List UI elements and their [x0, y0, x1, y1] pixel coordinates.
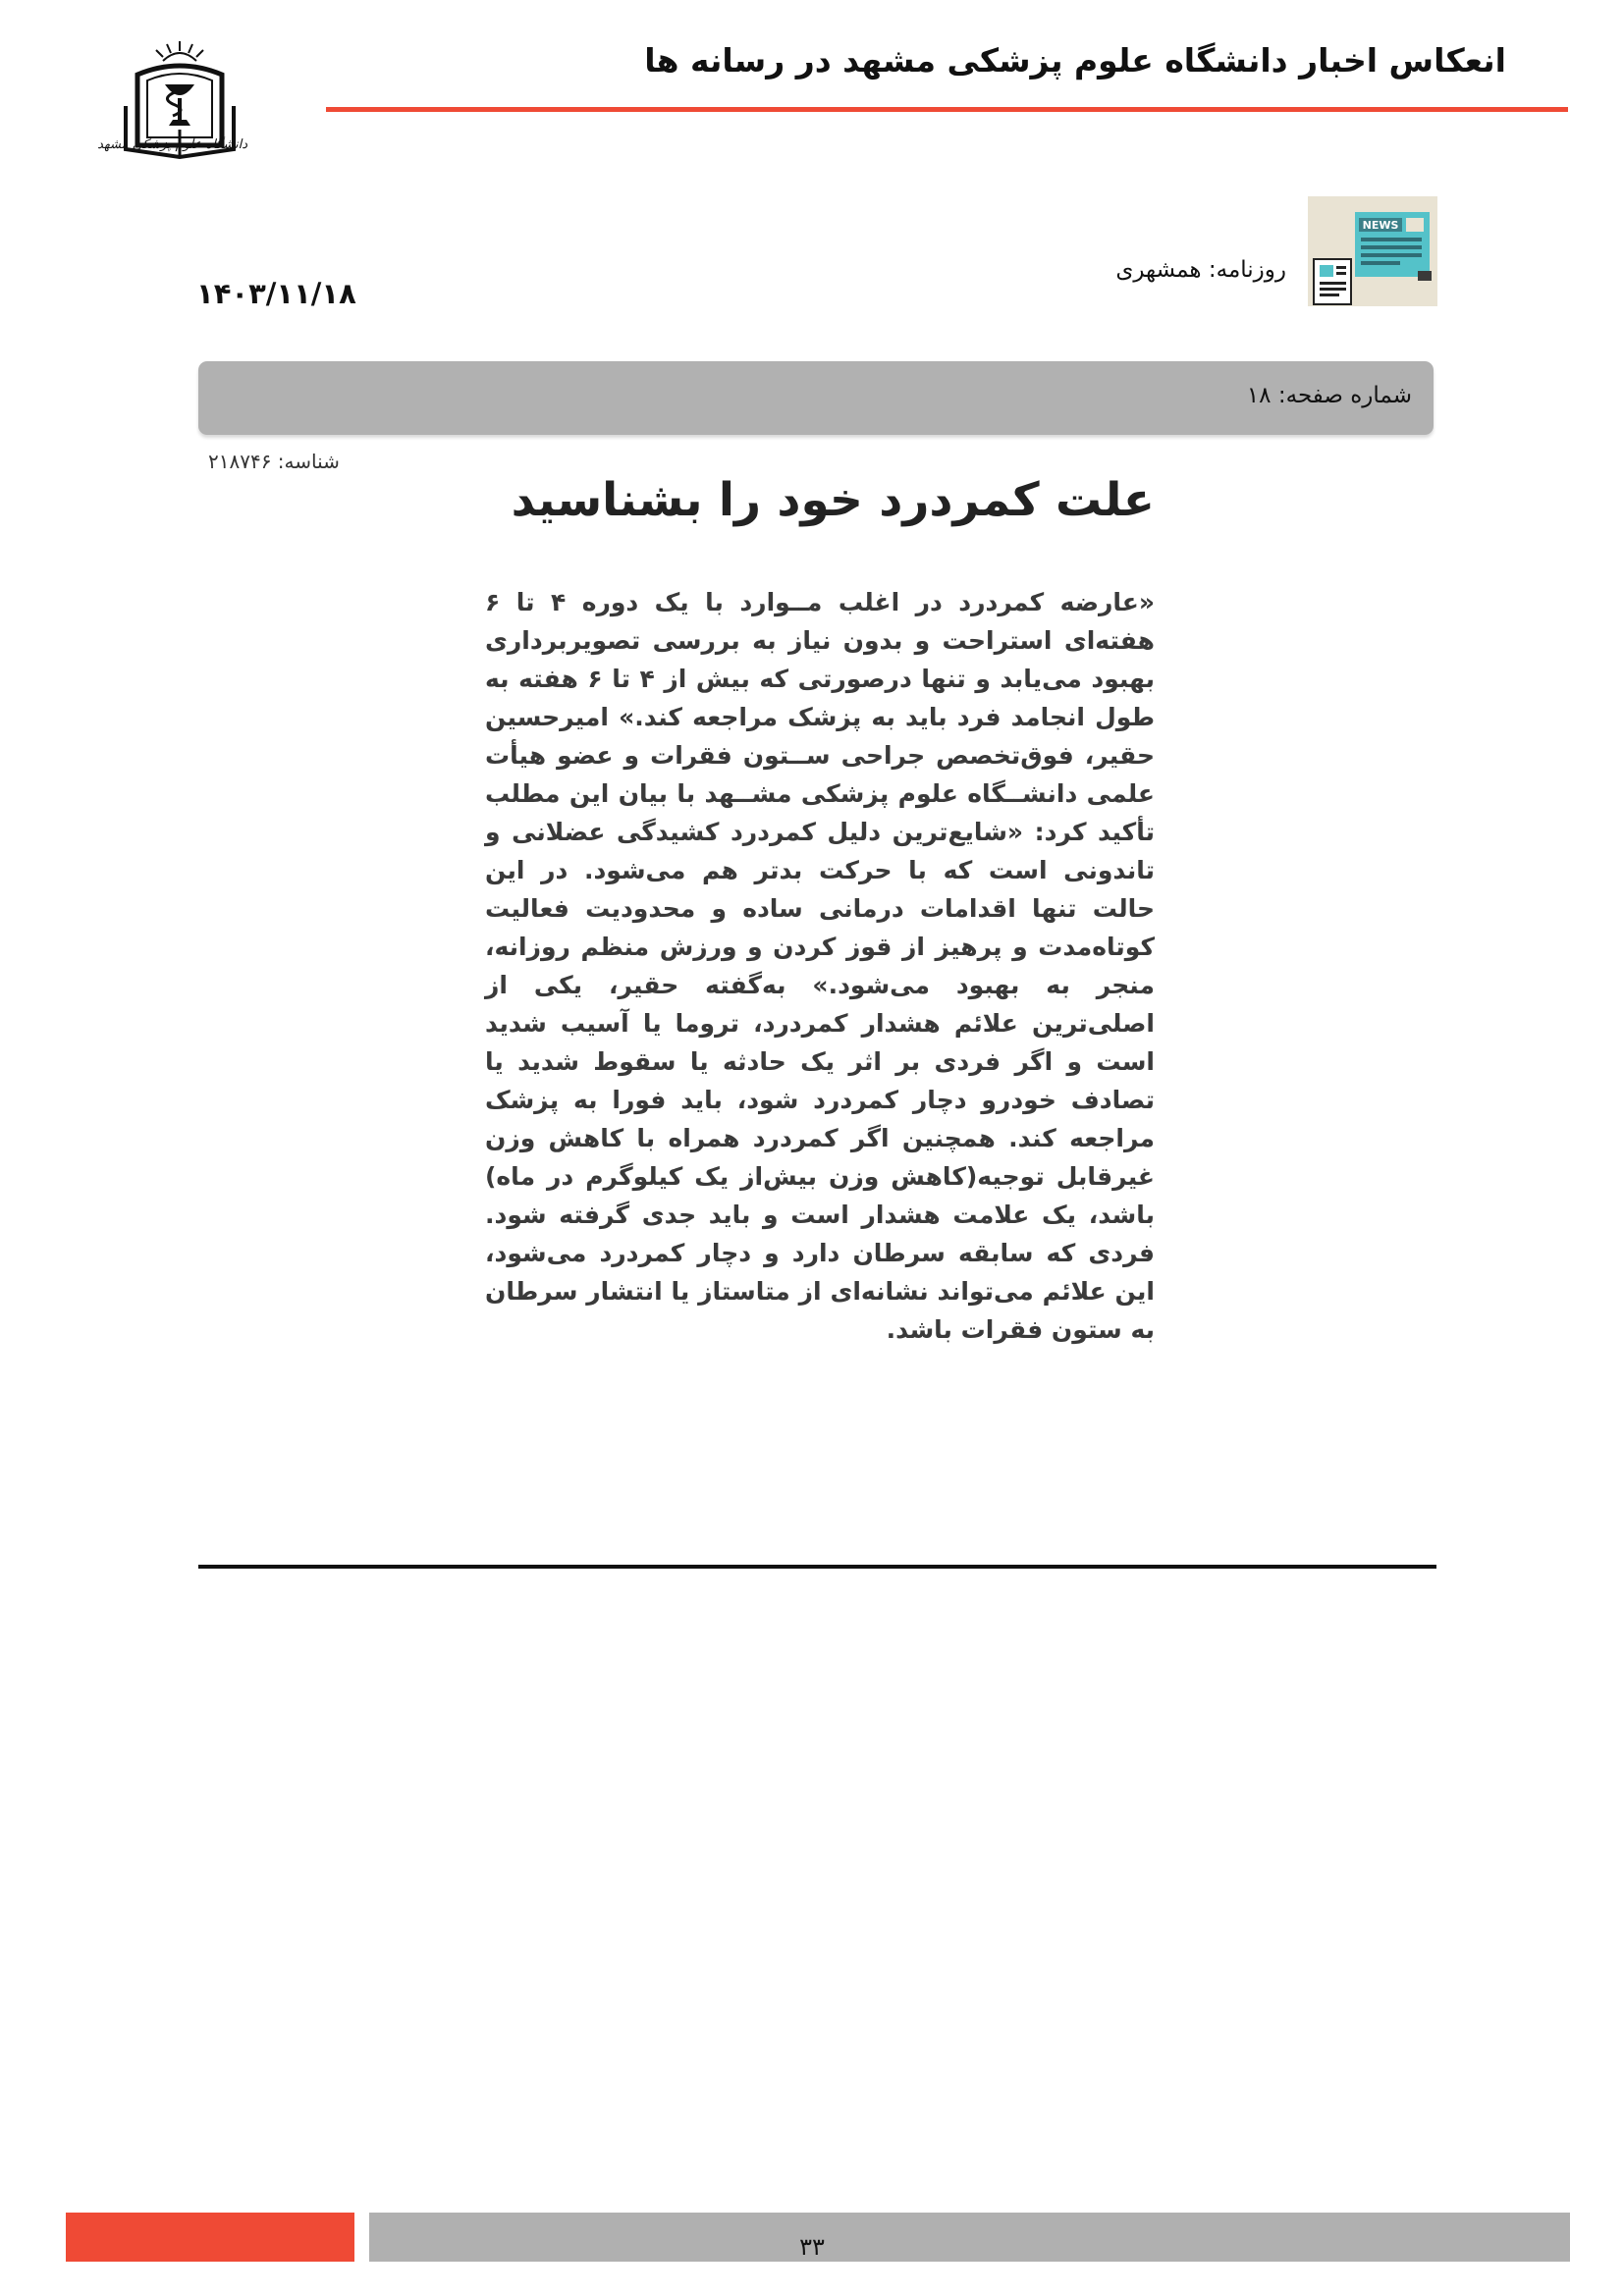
document-icon: [1312, 257, 1353, 306]
issue-date: ۱۴۰۳/۱۱/۱۸: [196, 277, 356, 310]
article-title: علت کمردرد خود را بشناسید: [511, 473, 1155, 527]
header-title: انعکاس اخبار دانشگاه علوم پزشکی مشهد در رسانه ها: [644, 41, 1506, 80]
newspaper-name: روزنامه: همشهری: [1115, 257, 1286, 283]
news-icon-label: NEWS: [1362, 219, 1399, 232]
header-rule: [326, 107, 1568, 112]
document-id: شناسه: ۲۱۸۷۴۶: [208, 450, 340, 473]
article-end-rule: [198, 1565, 1436, 1569]
university-logo: [97, 35, 247, 168]
logo-caption: دانشگاه علوم پزشکی مشهد: [97, 137, 247, 152]
page-number-bar: [198, 361, 1434, 435]
page-number: ۳۳: [799, 2233, 825, 2261]
page-number-label: شماره صفحه: ۱۸: [1246, 383, 1412, 408]
article-body: «عارضه کمردرد در اغلب مــوارد با یک دوره ۴ تا ۶ هفته‌ای استراحت و بدون نیاز به بررسی تصویربرداری بهبود می‌یابد و تنها درصورتی که بیش از ۴ تا ۶ هفته به طول انجامد فرد باید به پزشک مراجعه کند.» امیرحسین حقیر، فوق‌تخصص جراحی ســتون فقرات و عضو هیأت علمی دانشــگاه علوم پزشکی مشــهد با بیان این مطلب تأکید کرد: «شایع‌ترین دلیل کمردرد کشیدگی عضلانی و تاندونی است که با حرکت بدتر هم می‌شود. در این حالت تنها اقدامات درمانی ساده و محدودیت فعالیت کوتاه‌مدت و پرهیز از قوز کردن و ورزش منظم روزانه، منجر به بهبود می‌شود.» به‌گفته حقیر، یکی از اصلی‌ترین علائم هشدار کمردرد، تروما یا آسیب شدید است و اگر فردی بر اثر یک حادثه یا سقوط شدید یا تصادف خودرو دچار کمردرد شود، باید فورا به پزشک مراجعه کند. همچنین اگر کمردرد همراه با کاهش وزن غیرقابل توجیه(کاهش وزن بیش‌از یک کیلوگرم در ماه) باشد، یک علامت هشدار است و باید جدی گرفته شود. فردی که سابقه سرطان دارد و دچار کمردرد می‌شود، این علائم می‌تواند نشانه‌ای از متاستاز یا انتشار سرطان به ستون فقرات باشد.: [485, 588, 1156, 1344]
